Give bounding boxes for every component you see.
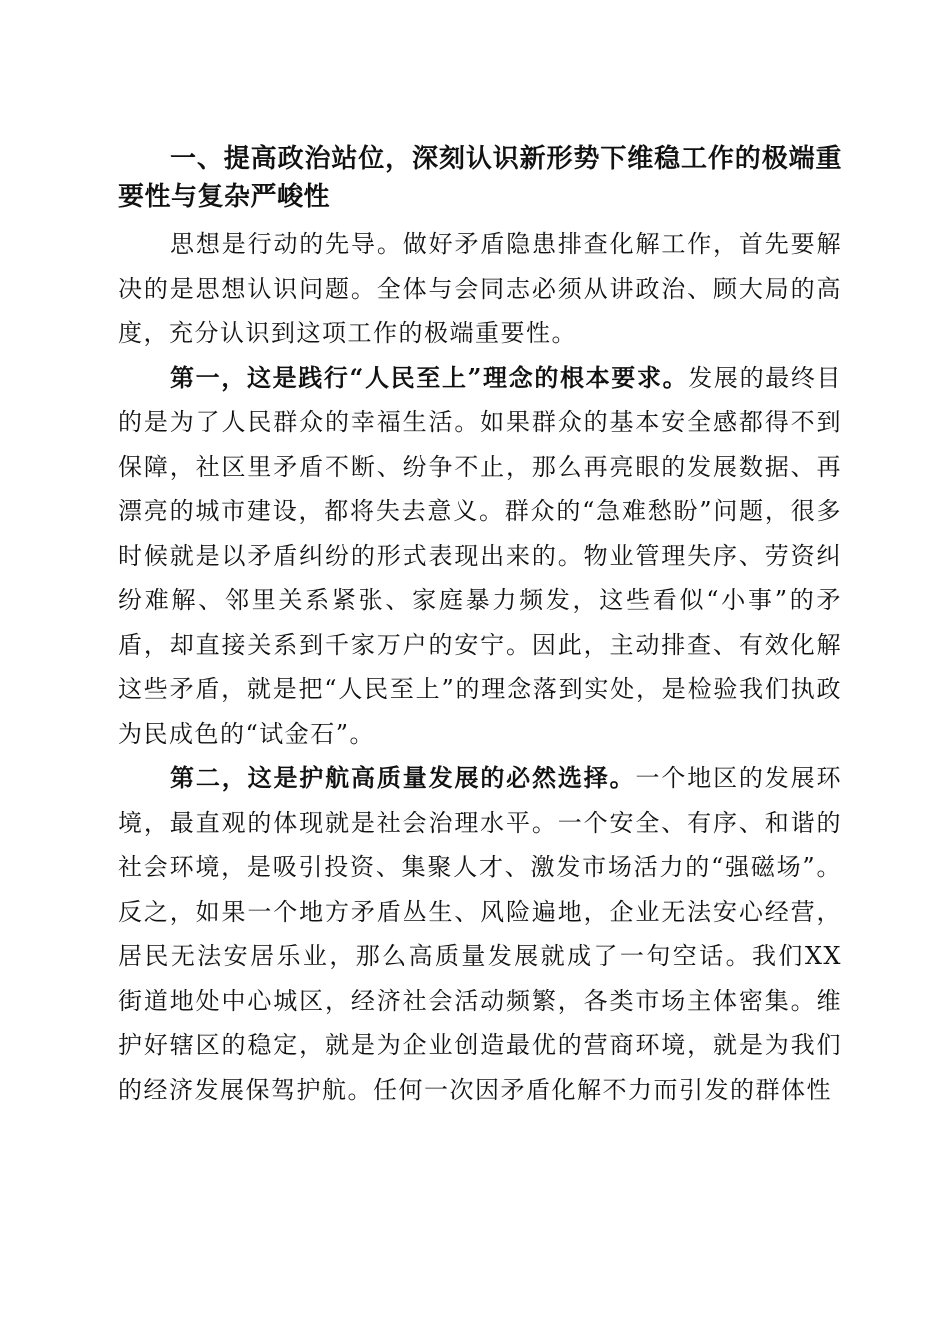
paragraph-point-one <box>118 356 842 757</box>
paragraph-point-one-lead: 第一，这是践行“人民至上”理念的根本要求。 <box>170 362 689 392</box>
paragraph-point-one-text: 发展的最终目的是为了人民群众的幸福生活。如果群众的基本安全感都得不到保障，社区里矛盾不断、纷争不止，那么再亮眼的发展数据、再漂亮的城市建设，都将失去意义。群众的“急难愁盼”问题，很多时候就是以矛盾纠纷的形式表现出来的。物业管理失序、劳资纠纷难解、邻里关系紧张、家庭暴力频发，这些看似“小事”的矛盾，却直接关系到千家万户的安宁。因此，主动排查、有效化解这些矛盾，就是把“人民至上”的理念落到实处，是检验我们执政为民成色的“试金石”。 <box>118 363 843 748</box>
paragraph-intro <box>118 222 842 356</box>
section-heading: 一、提高政治站位，深刻认识新形势下维稳工作的极端重要性与复杂严峻性 <box>118 144 842 212</box>
paragraph-intro-text: 思想是行动的先导。做好矛盾隐患排查化解工作，首先要解决的是思想认识问题。全体与会同志必须从讲政治、顾大局的高度，充分认识到这项工作的极端重要性。 <box>118 230 842 347</box>
paragraph-point-two <box>118 756 842 1112</box>
document-page <box>118 140 842 1112</box>
paragraph-point-two-text: 一个地区的发展环境，最直观的体现就是社会治理水平。一个安全、有序、和谐的社会环境，是吸引投资、集聚人才、激发市场活力的“强磁场”。反之，如果一个地方矛盾丛生、风险遍地，企业无法安心经营，居民无法安居乐业，那么高质量发展就成了一句空话。我们XX街道地处中心城区，经济社会活动频繁，各类市场主体密集。维护好辖区的稳定，就是为企业创造最优的营商环境，就是为我们的经济发展保驾护航。任何一次因矛盾化解不力而引发的群体性 <box>118 764 843 1104</box>
paragraph-point-two-lead: 第二，这是护航高质量发展的必然选择。 <box>170 763 636 792</box>
